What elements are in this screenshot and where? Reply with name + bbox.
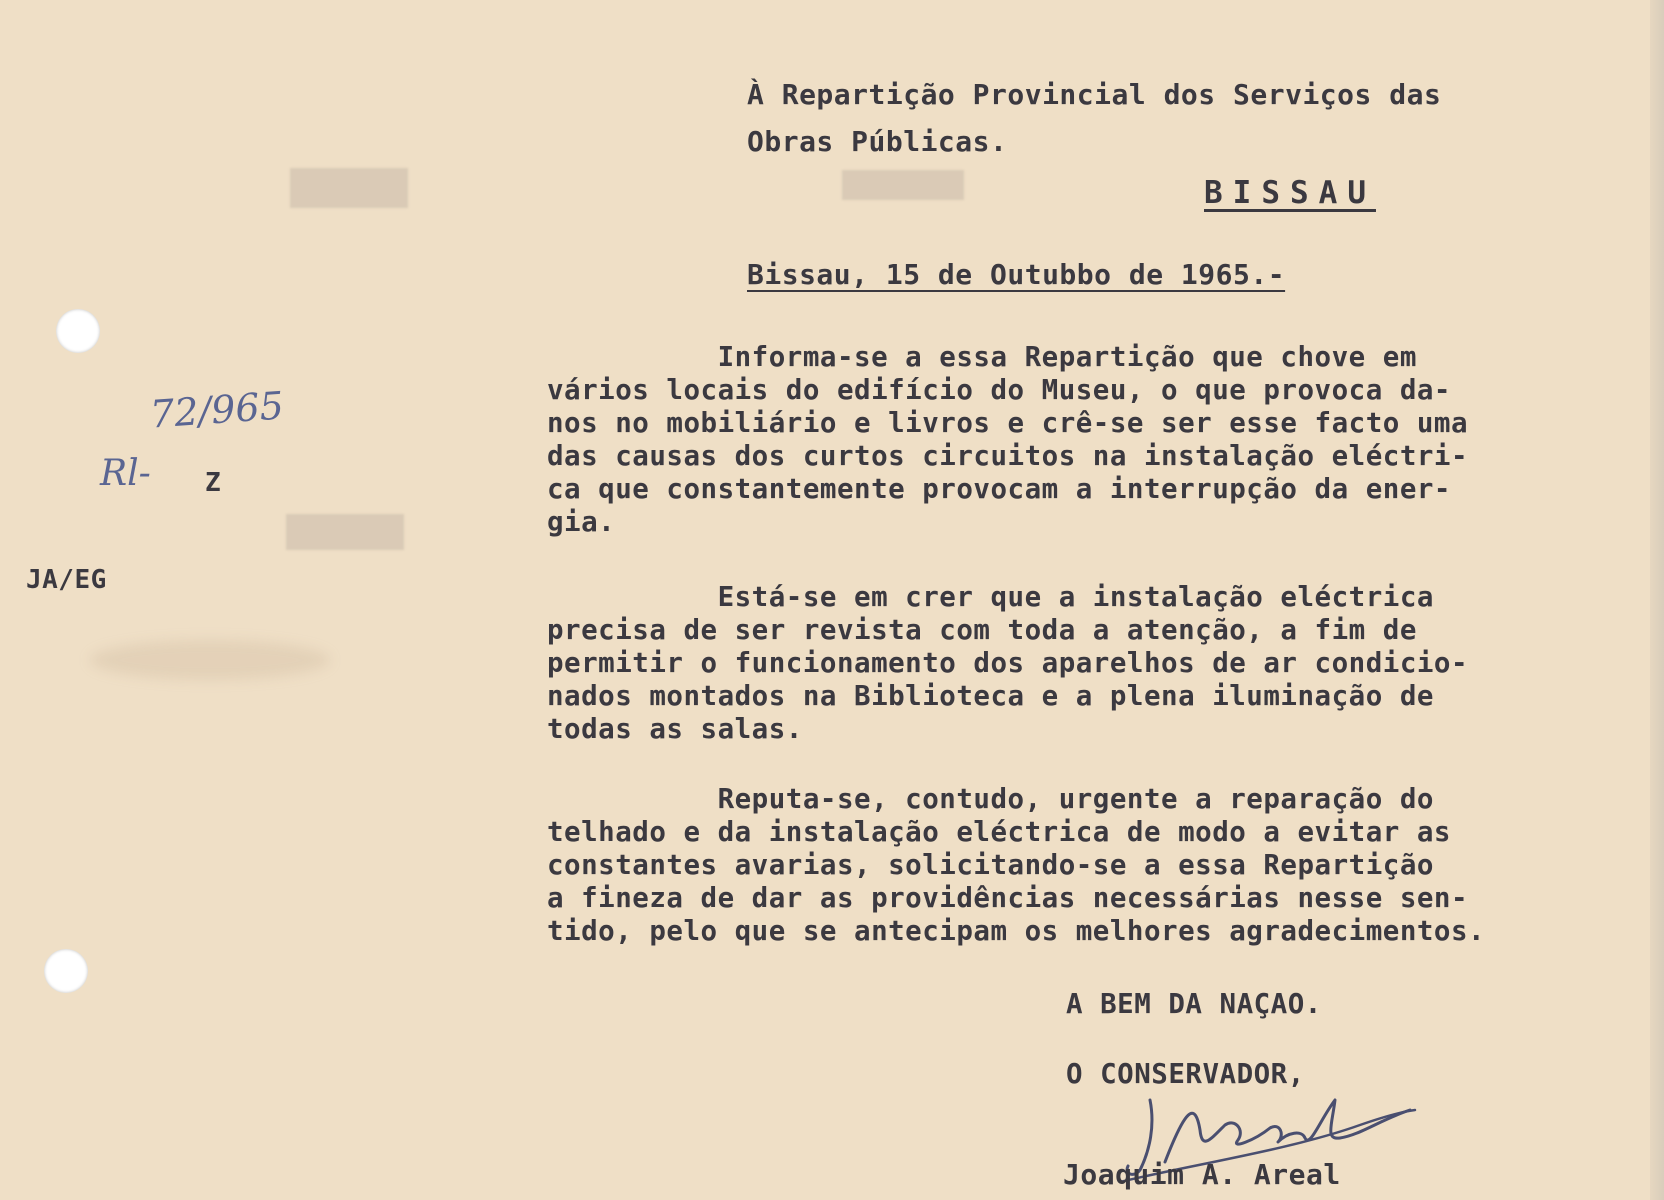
- signer-title: O CONSERVADOR,: [1066, 1058, 1305, 1090]
- ink-smudge: [290, 168, 408, 208]
- page-edge: [1650, 0, 1664, 1200]
- ink-smudge: [842, 170, 964, 200]
- body-paragraph-2: Está-se em crer que a instalação eléctrica precisa de ser revista com toda a atenção, a fim de permitir o funcionamento dos aparelhos de ar condicio- nados montados na Biblioteca e a plena iluminação de todas as salas.: [547, 581, 1469, 745]
- handwritten-file-number: 72/965: [148, 383, 286, 437]
- signer-name: Joaquim A. Areal: [1063, 1158, 1341, 1191]
- ink-smudge: [286, 514, 404, 550]
- paper-stain: [90, 640, 330, 680]
- recipient-city: BISSAU: [1204, 175, 1376, 211]
- handwritten-initials: Rl-: [100, 453, 151, 494]
- body-paragraph-1: Informa-se a essa Repartição que chove em vários locais do edifício do Museu, o que provoca da- nos no mobiliário e livros e crê-se ser esse facto uma das causas dos curtos circuitos na instalação eléctri- ca que constantemente provocam a interrupção da ener- gia.: [547, 341, 1469, 538]
- letter-date: Bissau, 15 de Outubbo de 1965.-: [747, 258, 1286, 291]
- closing-salutation: A BEM DA NAÇAO.: [1066, 988, 1322, 1020]
- typed-margin-mark: Z: [205, 468, 221, 498]
- punch-hole-bottom: [44, 949, 88, 993]
- recipient-line-1: À Repartição Provincial dos Serviços das: [747, 78, 1442, 111]
- reference-code: JA/EG: [26, 565, 107, 595]
- body-paragraph-3: Reputa-se, contudo, urgente a reparação do telhado e da instalação eléctrica de modo a evitar as constantes avarias, solicitando-se a essa Repartição a fineza de dar as providências necessárias nesse sen- tido, pelo que se antecipam os melhores agradecimentos.: [547, 783, 1486, 947]
- punch-hole-top: [56, 309, 100, 353]
- recipient-line-2: Obras Públicas.: [747, 125, 1008, 158]
